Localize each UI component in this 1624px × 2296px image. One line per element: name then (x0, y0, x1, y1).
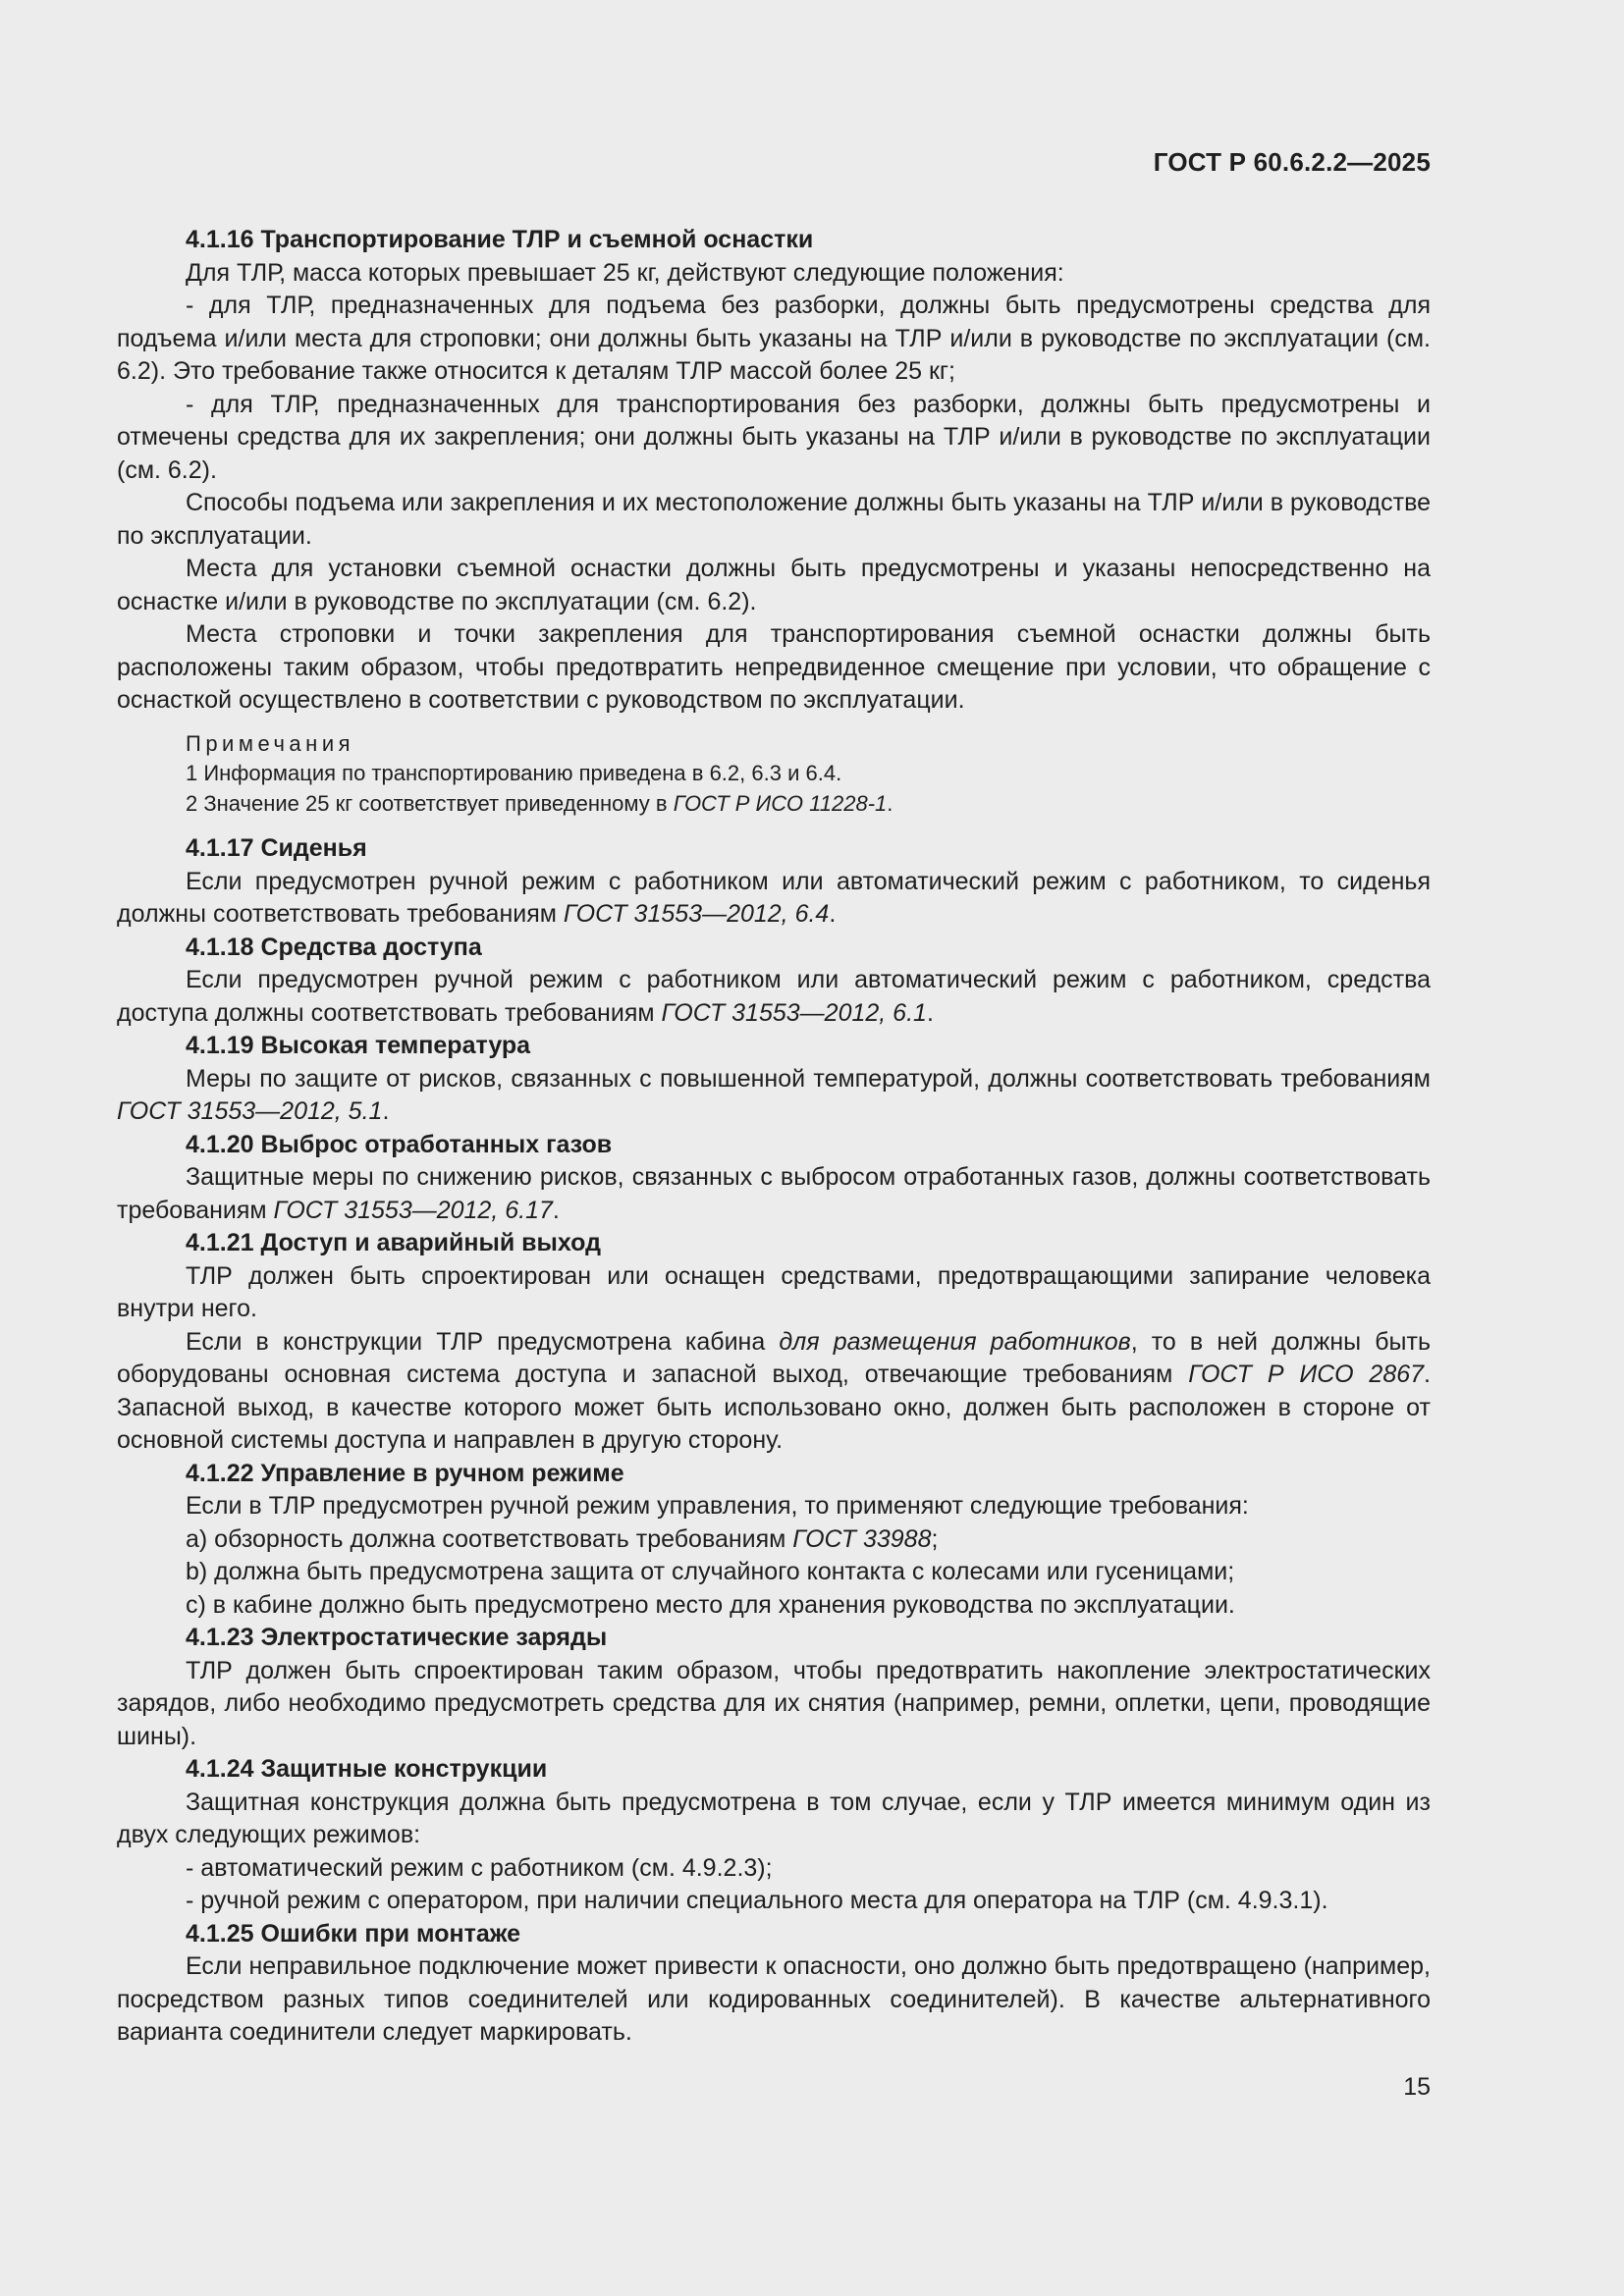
paragraph (117, 1326, 1431, 1458)
paragraph: Защитная конструкция должна быть предусмотрена в том случае, если у ТЛР имеется минимум один из двух следующих режимов: (117, 1788, 1431, 1848)
paragraph-text: . Запасной выход, в качестве которого может быть использовано окно, должен быть расположен в стороне от основной системы доступа и направлен в другую сторону. (117, 1361, 1431, 1454)
standard-reference: ГОСТ 31553—2012, 5.1 (117, 1097, 383, 1125)
paragraph: Если неправильное подключение может привести к опасности, оно должно быть предотвращено (например, посредством разных типов соединителей или кодированных соединителей). В качестве альтернативного варианта соединители следует маркировать. (117, 1952, 1431, 2046)
section-title-4-1-19: 4.1.19 Высокая температура (186, 1032, 531, 1059)
list-item-b: b) должна быть предусмотрена защита от случайного контакта с колесами или гусеницами; (186, 1558, 1235, 1585)
section-title-4-1-24: 4.1.24 Защитные конструкции (186, 1755, 548, 1783)
paragraph: - для ТЛР, предназначенных для подъема без разборки, должны быть предусмотрены средства для подъема и/или места для строповки; они должны быть указаны на ТЛР и/или в руководстве по эксплуатации (см. 6.2). Это требование также относится к деталям ТЛР массой более 25 кг; (117, 292, 1431, 385)
paragraph-text: . (926, 998, 934, 1027)
paragraph-text: . (829, 900, 837, 928)
paragraph-text: . (552, 1196, 560, 1224)
paragraph: ТЛР должен быть спроектирован таким образом, чтобы предотвратить накопление электростатических зарядов, либо необходимо предусмотреть средства для их снятия (например, ремни, оплетки, цепи, проводящие шины). (117, 1656, 1431, 1750)
paragraph: Для ТЛР, масса которых превышает 25 кг, действуют следующие положения: (186, 258, 1064, 287)
paragraph: Места строповки и точки закрепления для транспортирования съемной оснастки должны быть расположены таким образом, чтобы предотвратить непредвиденное смещение при условии, что обращение с оснасткой осуществлено в соответствии с руководством по эксплуатации. (117, 620, 1431, 714)
page-number: 15 (1403, 2073, 1431, 2101)
section-title-4-1-23: 4.1.23 Электростатические заряды (186, 1624, 608, 1651)
paragraph-text: Если в конструкции ТЛР предусмотрена кабина (186, 1327, 780, 1356)
paragraph: Если в ТЛР предусмотрен ручной режим управления, то применяют следующие требования: (186, 1492, 1249, 1520)
list-item-a (117, 1523, 1431, 1557)
standard-reference: ГОСТ Р ИСО 2867 (1188, 1361, 1425, 1388)
paragraph: Места для установки съемной оснастки должны быть предусмотрены и указаны непосредственно на оснастке и/или в руководстве по эксплуатации (см. 6.2). (117, 555, 1431, 615)
section-title-4-1-25: 4.1.25 Ошибки при монтаже (186, 1919, 521, 1948)
section-title-4-1-16: 4.1.16 Транспортирование ТЛР и съемной оснастки (186, 226, 814, 253)
notes-block (186, 729, 1431, 820)
list-item-text: a) обзорность должна соответствовать требованиям (186, 1524, 793, 1553)
section-title-4-1-21: 4.1.21 Доступ и аварийный выход (186, 1229, 601, 1256)
paragraph: Способы подъема или закрепления и их местоположение должны быть указаны на ТЛР и/или в руководстве по эксплуатации. (117, 489, 1431, 550)
document-body (117, 224, 1431, 2050)
section-title-4-1-17: 4.1.17 Сиденья (186, 834, 367, 862)
notes-title: Примечания (186, 730, 355, 756)
paragraph (117, 1161, 1431, 1227)
paragraph: - для ТЛР, предназначенных для транспортирования без разборки, должны быть предусмотрены и отмечены средства для их закрепления; они должны быть указаны на ТЛР и/или в руководстве по эксплуатации (см. 6.2). (117, 390, 1431, 484)
document-code: ГОСТ Р 60.6.2.2—2025 (1153, 147, 1431, 177)
note-text: . (887, 790, 893, 816)
section-title-4-1-20: 4.1.20 Выброс отработанных газов (186, 1130, 613, 1158)
list-item-c: c) в кабине должно быть предусмотрено место для хранения руководства по эксплуатации. (186, 1590, 1235, 1619)
standard-reference: ГОСТ 33988 (792, 1524, 932, 1553)
list-item: - автоматический режим с работником (см. 4.9.2.3); (186, 1853, 773, 1882)
standard-reference: ГОСТ 31553—2012, 6.17 (273, 1196, 553, 1224)
standard-reference: ГОСТ Р ИСО 11228-1 (673, 790, 888, 816)
paragraph-text: Если предусмотрен ручной режим с работником или автоматический режим с работником, то сиденья должны соответствовать требованиям (117, 867, 1431, 928)
standard-reference: ГОСТ 31553—2012, 6.1 (661, 998, 927, 1027)
paragraph-text: Защитные меры по снижению рисков, связанных с выбросом отработанных газов, должны соответствовать требованиям (117, 1163, 1431, 1224)
emphasis-text: для размещения работников (779, 1327, 1131, 1356)
paragraph (117, 866, 1431, 932)
note-text: 2 Значение 25 кг соответствует приведенному в (186, 790, 674, 816)
list-item-text: ; (931, 1524, 939, 1553)
paragraph-text: Если предусмотрен ручной режим с работником или автоматический режим с работником, средства доступа должны соответствовать требованиям (117, 966, 1431, 1027)
paragraph-text: . (382, 1097, 390, 1125)
paragraph (117, 1063, 1431, 1129)
paragraph-text: , то в ней должны быть оборудованы основная система доступа и запасной выход, отвечающие требованиям (117, 1327, 1431, 1388)
standard-reference: ГОСТ 31553—2012, 6.4 (563, 900, 830, 928)
list-item: - ручной режим с оператором, при наличии специального места для оператора на ТЛР (см. 4.9.3.1). (186, 1887, 1328, 1914)
note-2 (186, 789, 1431, 820)
section-title-4-1-18: 4.1.18 Средства доступа (186, 933, 482, 961)
paragraph-text: Меры по защите от рисков, связанных с повышенной температурой, должны соответствовать требованиям (186, 1064, 1431, 1093)
paragraph (117, 964, 1431, 1030)
paragraph: ТЛР должен быть спроектирован или оснащен средствами, предотвращающими запирание человека внутри него. (117, 1261, 1431, 1322)
section-title-4-1-22: 4.1.22 Управление в ручном режиме (186, 1459, 624, 1487)
note-1: 1 Информация по транспортированию приведена в 6.2, 6.3 и 6.4. (186, 761, 842, 785)
